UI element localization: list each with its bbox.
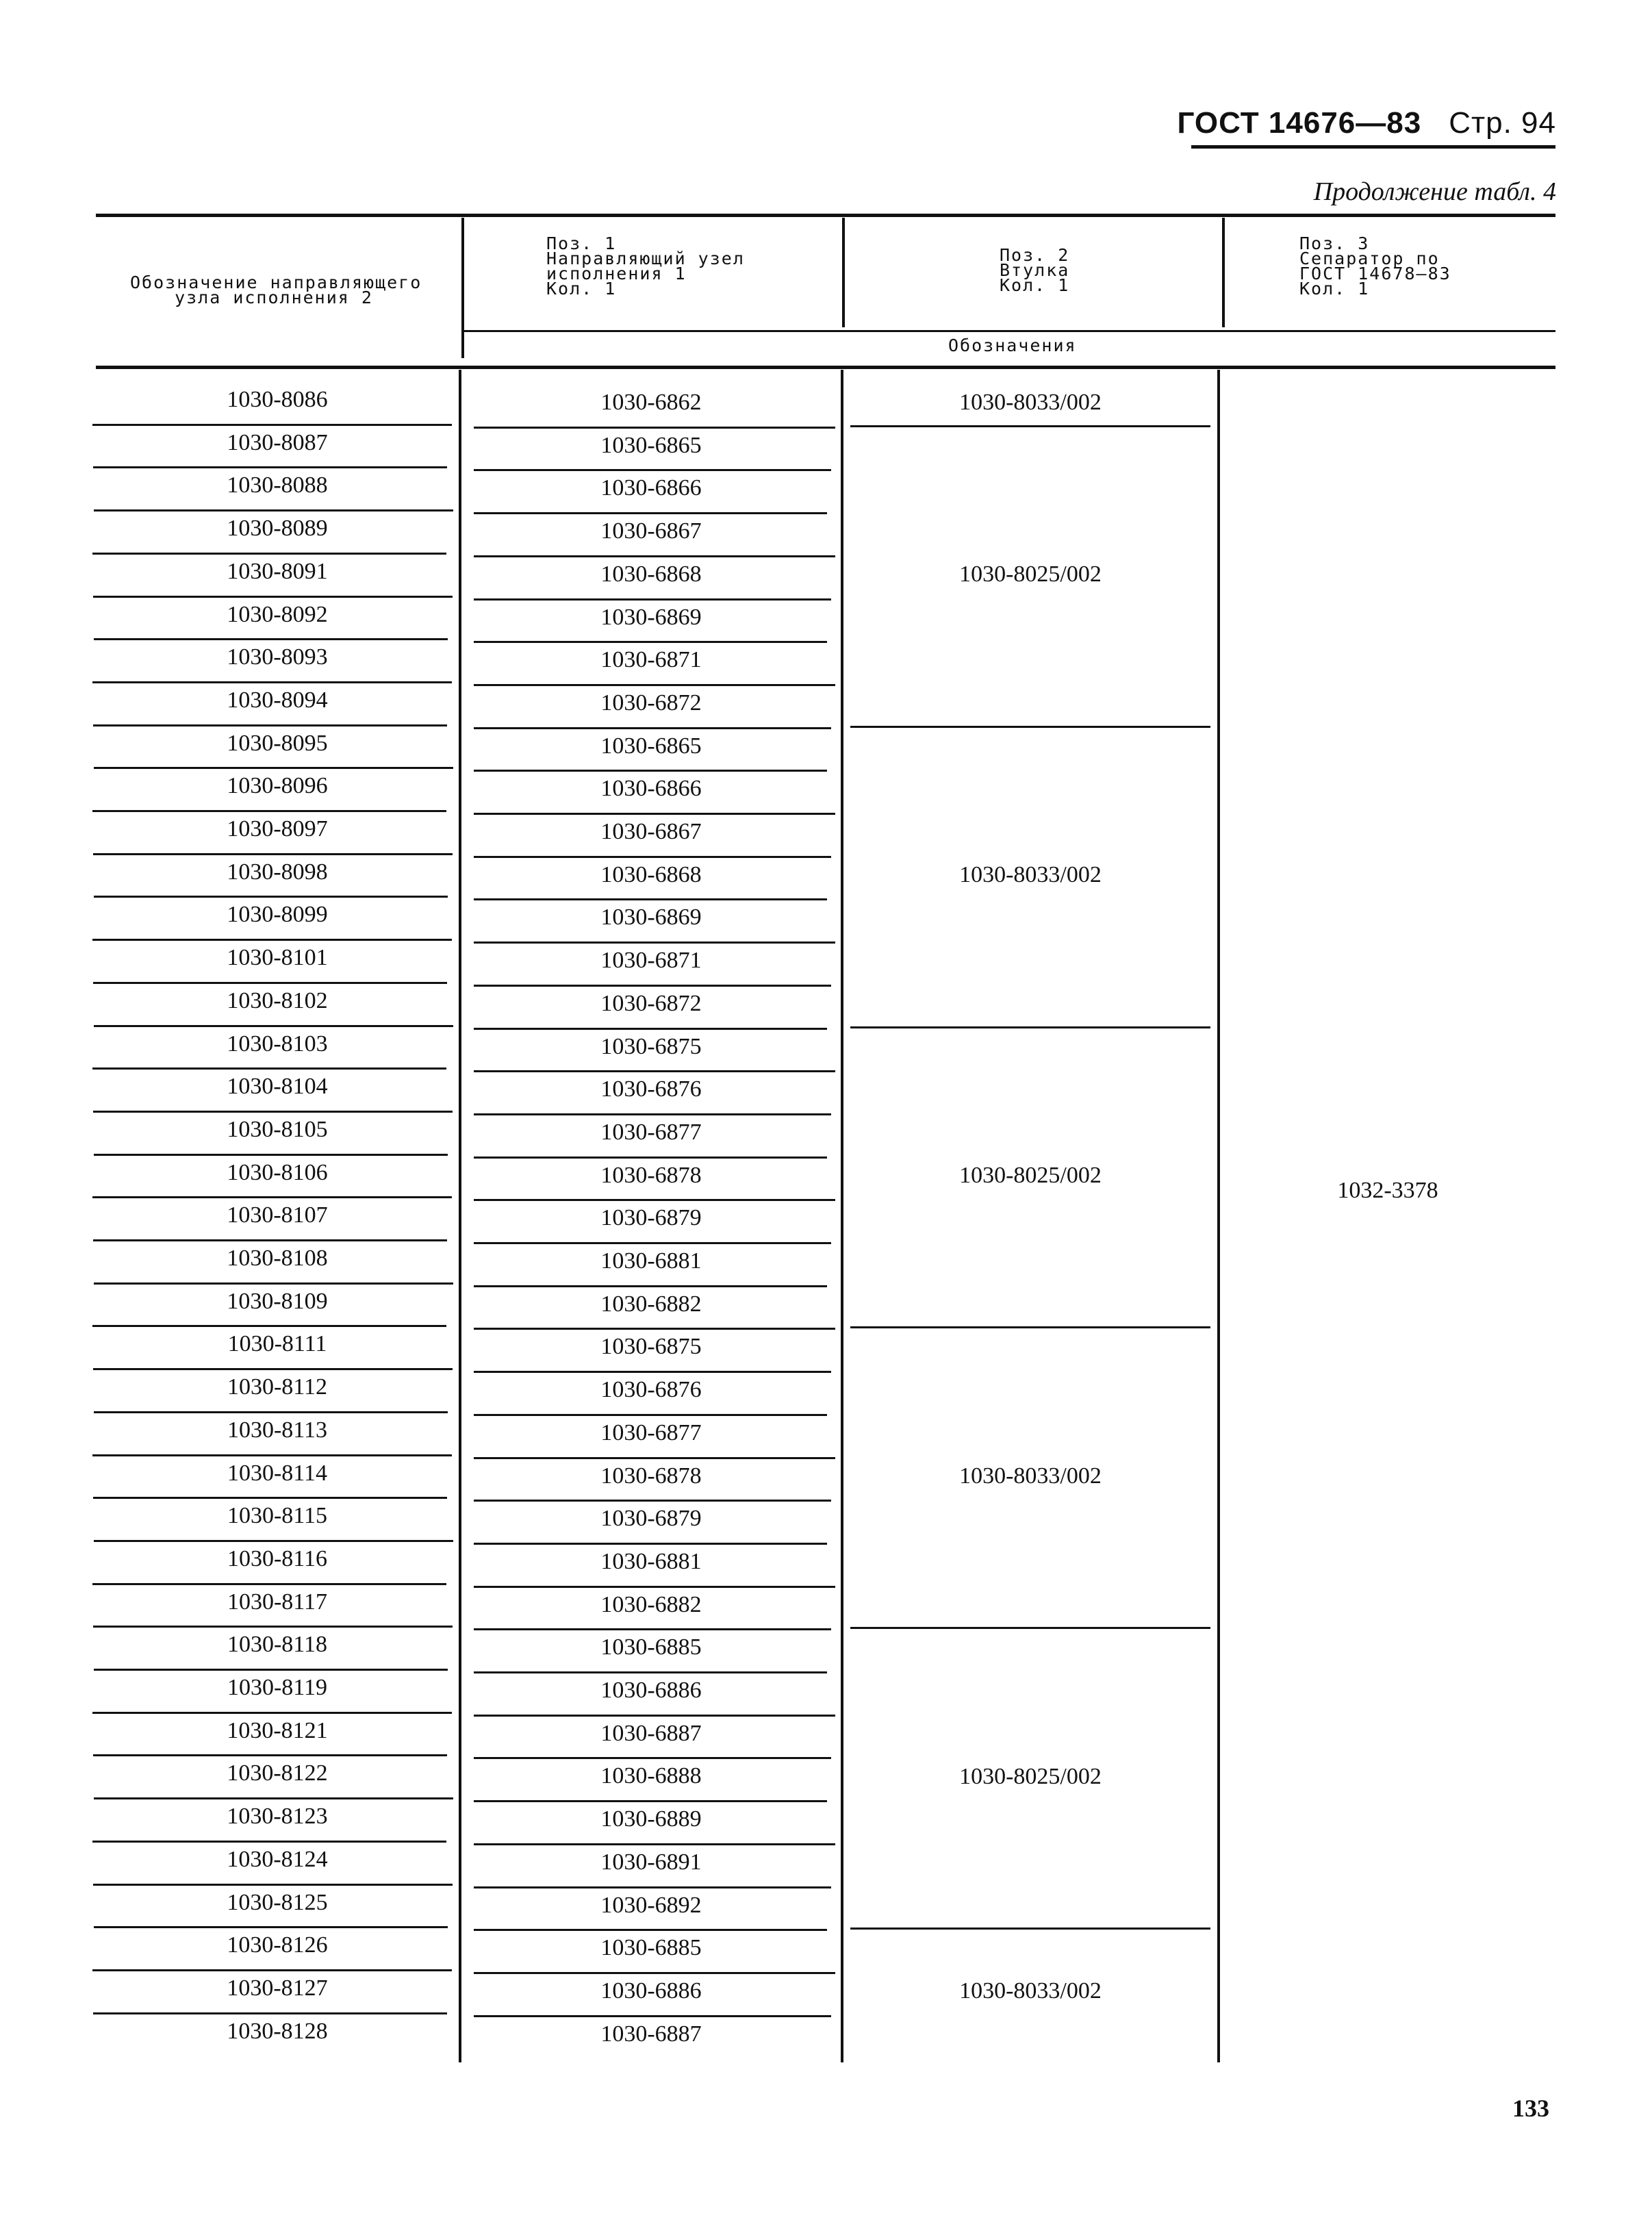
subheader-text: Обозначения [948, 336, 1077, 355]
col3-header-line: Втулка [1000, 260, 1070, 280]
row-rule [474, 684, 835, 686]
row-rule [474, 1157, 827, 1159]
pos1-designation: 1030-6869 [600, 604, 702, 630]
continuation-label: Продолжение табл. 4 [1313, 177, 1556, 206]
guide-unit-designation: 1030-8127 [227, 1975, 328, 2001]
guide-unit-designation: 1030-8105 [227, 1116, 328, 1142]
subheader-rule [464, 330, 1555, 332]
row-rule [474, 641, 827, 643]
guide-unit-designation: 1030-8117 [227, 1589, 328, 1615]
bushing-designation: 1030-8033/002 [959, 1463, 1102, 1489]
col1-header-line: узла исполнения 2 [175, 288, 373, 307]
row-rule [92, 939, 452, 941]
row-rule [474, 598, 831, 601]
row-rule [474, 1070, 835, 1072]
pos1-designation: 1030-6878 [600, 1463, 702, 1489]
row-rule [474, 898, 827, 900]
col1-header-line: Обозначение направляющего [130, 273, 422, 292]
row-rule [474, 985, 831, 987]
guide-unit-designation: 1030-8101 [227, 945, 328, 971]
col2-header-line: Поз. 1 [546, 233, 617, 253]
guide-unit-designation: 1030-8098 [227, 859, 328, 885]
pos1-designation: 1030-6875 [600, 1033, 702, 1059]
guide-unit-designation: 1030-8087 [227, 429, 328, 455]
bushing-designation: 1030-8033/002 [959, 1978, 1102, 2004]
row-rule [94, 509, 453, 511]
pos1-designation: 1030-6875 [600, 1334, 702, 1360]
col4-header-line: Кол. 1 [1299, 279, 1370, 299]
row-rule [92, 1712, 452, 1714]
pos1-designation: 1030-6868 [600, 561, 702, 587]
row-rule [92, 1969, 452, 1971]
row-rule [94, 1926, 448, 1928]
row-rule [474, 1671, 827, 1673]
header-divider-3 [1222, 218, 1225, 327]
pos1-designation: 1030-6886 [600, 1977, 702, 2004]
row-rule [474, 1800, 827, 1802]
col4-header-line: Поз. 3 [1299, 233, 1370, 253]
row-rule [93, 724, 447, 726]
guide-unit-designation: 1030-8088 [227, 472, 328, 498]
row-rule [92, 1067, 446, 1070]
row-rule [93, 1111, 453, 1113]
row-rule [94, 1540, 453, 1542]
guide-unit-designation: 1030-8106 [227, 1159, 328, 1185]
row-rule [93, 1884, 453, 1886]
row-rule [93, 982, 447, 984]
group-rule [850, 1326, 1210, 1328]
col3-header-line: Поз. 2 [1000, 245, 1070, 265]
row-rule [474, 1328, 835, 1330]
row-rule [94, 1025, 453, 1027]
pos1-designation: 1030-6885 [600, 1634, 702, 1660]
group-rule [850, 1026, 1210, 1028]
row-rule [94, 1797, 453, 1799]
pos1-designation: 1030-6882 [600, 1291, 702, 1317]
guide-unit-designation: 1030-8095 [227, 730, 328, 756]
guide-unit-designation: 1030-8124 [227, 1846, 328, 1872]
guide-unit-designation: 1030-8096 [227, 773, 328, 799]
guide-unit-designation: 1030-8125 [227, 1889, 328, 1915]
col3-header [1000, 245, 1070, 295]
bushing-designation: 1030-8025/002 [959, 1162, 1102, 1188]
guide-unit-designation: 1030-8097 [227, 816, 328, 842]
pos1-designation: 1030-6887 [600, 2021, 702, 2047]
row-rule [94, 1282, 453, 1285]
guide-unit-designation: 1030-8128 [227, 2018, 328, 2044]
guide-unit-designation: 1030-8086 [227, 387, 328, 412]
col4-header-line: Сепаратор по [1299, 249, 1440, 268]
guide-unit-designation: 1030-8114 [227, 1460, 328, 1486]
row-rule [94, 896, 448, 898]
guide-unit-designation: 1030-8122 [227, 1760, 328, 1786]
pos1-designation: 1030-6876 [600, 1076, 702, 1102]
col2-header-line: Направляющий узел [546, 249, 745, 268]
guide-unit-designation: 1030-8108 [227, 1246, 328, 1271]
subheader [948, 338, 1077, 353]
row-rule [94, 767, 453, 769]
col2-header-line: исполнения 1 [546, 264, 687, 283]
col4-header-line: ГОСТ 14678—83 [1299, 264, 1451, 283]
standard-header [1178, 106, 1556, 140]
pos1-designation: 1030-6882 [600, 1591, 702, 1617]
row-rule [93, 466, 447, 468]
pos1-designation: 1030-6867 [600, 518, 702, 544]
guide-unit-designation: 1030-8126 [227, 1932, 328, 1958]
row-rule [474, 1285, 827, 1287]
row-rule [92, 1454, 452, 1456]
row-rule [92, 1841, 446, 1843]
pos1-designation: 1030-6887 [600, 1720, 702, 1746]
row-rule [474, 427, 835, 429]
header-rule [1191, 145, 1555, 149]
group-rule [850, 425, 1210, 427]
row-rule [94, 1669, 448, 1671]
pos1-designation: 1030-6881 [600, 1548, 702, 1574]
guide-unit-designation: 1030-8112 [227, 1374, 328, 1400]
row-rule [92, 1196, 452, 1198]
row-rule [474, 1028, 827, 1030]
row-rule [92, 1325, 446, 1327]
row-rule [93, 1626, 453, 1628]
guide-unit-designation: 1030-8094 [227, 687, 328, 713]
pos1-designation: 1030-6869 [600, 905, 702, 931]
table-top-rule [96, 214, 1555, 217]
body-divider-3 [1217, 370, 1220, 2062]
row-rule [93, 853, 453, 855]
row-rule [474, 1886, 831, 1888]
guide-unit-designation: 1030-8089 [227, 516, 328, 542]
pos1-designation: 1030-6886 [600, 1678, 702, 1703]
guide-unit-designation: 1030-8093 [227, 644, 328, 670]
guide-unit-designation: 1030-8107 [227, 1202, 328, 1228]
col1-header [130, 273, 422, 307]
guide-unit-designation: 1030-8111 [227, 1331, 327, 1357]
guide-unit-designation: 1030-8104 [227, 1074, 328, 1100]
row-rule [474, 770, 827, 772]
col2-header [546, 233, 745, 299]
row-rule [474, 1929, 827, 1931]
pos1-designation: 1030-6868 [600, 861, 702, 887]
bushing-designation: 1030-8025/002 [959, 561, 1102, 587]
row-rule [94, 638, 448, 640]
header-divider-1 [461, 218, 464, 358]
bushing-designation: 1030-8025/002 [959, 1763, 1102, 1789]
row-rule [474, 1414, 827, 1416]
bushing-designation: 1030-8033/002 [959, 862, 1102, 888]
guide-unit-designation: 1030-8115 [227, 1503, 328, 1529]
row-rule [474, 469, 831, 471]
pos1-designation: 1030-6867 [600, 819, 702, 844]
row-rule [474, 1371, 831, 1373]
pos1-designation: 1030-6866 [600, 776, 702, 802]
group-rule [850, 1627, 1210, 1629]
pos1-designation: 1030-6877 [600, 1119, 702, 1145]
standard-number: ГОСТ 14676—83 [1177, 106, 1422, 140]
guide-unit-designation: 1030-8123 [227, 1804, 328, 1830]
row-rule [474, 1628, 831, 1630]
row-rule [93, 2012, 447, 2014]
row-rule [474, 727, 831, 729]
pos1-designation: 1030-6872 [600, 990, 702, 1016]
body-divider-2 [841, 370, 843, 2062]
guide-unit-designation: 1030-8103 [227, 1031, 328, 1057]
col4-header [1299, 233, 1451, 299]
pos1-designation: 1030-6879 [600, 1205, 702, 1231]
row-rule [94, 1154, 448, 1156]
row-rule [93, 1368, 453, 1370]
row-rule [474, 1242, 831, 1244]
pos1-designation: 1030-6891 [600, 1849, 702, 1875]
pos1-designation: 1030-6865 [600, 733, 702, 759]
pos1-designation: 1030-6889 [600, 1806, 702, 1832]
guide-unit-designation: 1030-8113 [227, 1417, 328, 1443]
row-rule [474, 1199, 835, 1201]
pos1-designation: 1030-6871 [600, 647, 702, 673]
bushing-designation: 1030-8033/002 [959, 390, 1102, 415]
pos1-designation: 1030-6881 [600, 1248, 702, 1274]
guide-unit-designation: 1030-8102 [227, 987, 328, 1013]
header-divider-2 [842, 218, 845, 327]
col3-header-line: Кол. 1 [1000, 275, 1070, 295]
guide-unit-designation: 1030-8099 [227, 902, 328, 928]
pos1-designation: 1030-6862 [600, 390, 702, 415]
row-rule [93, 1239, 447, 1241]
pos1-designation: 1030-6871 [600, 948, 702, 974]
guide-unit-designation: 1030-8121 [227, 1717, 328, 1743]
group-rule [850, 1928, 1210, 1930]
separator-cell: 1032-3378 [1337, 1178, 1438, 1203]
row-rule [92, 553, 446, 555]
row-rule [93, 1754, 447, 1756]
guide-unit-designation: 1030-8092 [227, 601, 328, 627]
pos1-designation: 1030-6872 [600, 690, 702, 716]
page-label: Стр. 94 [1449, 106, 1556, 140]
row-rule [94, 1411, 448, 1413]
row-rule [474, 1757, 831, 1759]
row-rule [474, 512, 827, 514]
pos1-designation: 1030-6865 [600, 432, 702, 458]
row-rule [474, 1113, 831, 1115]
row-rule [474, 1543, 827, 1545]
row-rule [474, 555, 835, 557]
pos1-designation: 1030-6888 [600, 1763, 702, 1789]
row-rule [93, 1497, 447, 1499]
pos1-designation: 1030-6885 [600, 1935, 702, 1961]
row-rule [92, 1583, 446, 1585]
header-bottom-rule [96, 366, 1555, 369]
group-rule [850, 726, 1210, 728]
guide-unit-designation: 1030-8116 [227, 1545, 328, 1571]
row-rule [474, 1843, 835, 1845]
row-rule [474, 813, 835, 815]
row-rule [93, 596, 453, 598]
pos1-designation: 1030-6876 [600, 1377, 702, 1403]
row-rule [474, 856, 831, 858]
row-rule [474, 1972, 835, 1974]
row-rule [474, 1586, 835, 1588]
page-number: 133 [1512, 2095, 1549, 2122]
pos1-designation: 1030-6866 [600, 475, 702, 501]
guide-unit-designation: 1030-8119 [227, 1675, 328, 1700]
row-rule [474, 1500, 831, 1502]
row-rule [92, 681, 452, 683]
row-rule [474, 2015, 831, 2017]
guide-unit-designation: 1030-8118 [227, 1632, 328, 1658]
col2-header-line: Кол. 1 [546, 279, 617, 299]
pos1-designation: 1030-6892 [600, 1892, 702, 1918]
pos1-designation: 1030-6879 [600, 1506, 702, 1532]
guide-unit-designation: 1030-8109 [227, 1288, 328, 1314]
row-rule [92, 424, 452, 426]
pos1-designation: 1030-6878 [600, 1162, 702, 1188]
row-rule [474, 1457, 835, 1459]
row-rule [474, 941, 835, 944]
pos1-designation: 1030-6877 [600, 1419, 702, 1445]
row-rule [92, 810, 446, 812]
row-rule [474, 1715, 835, 1717]
guide-unit-designation: 1030-8091 [227, 558, 328, 584]
